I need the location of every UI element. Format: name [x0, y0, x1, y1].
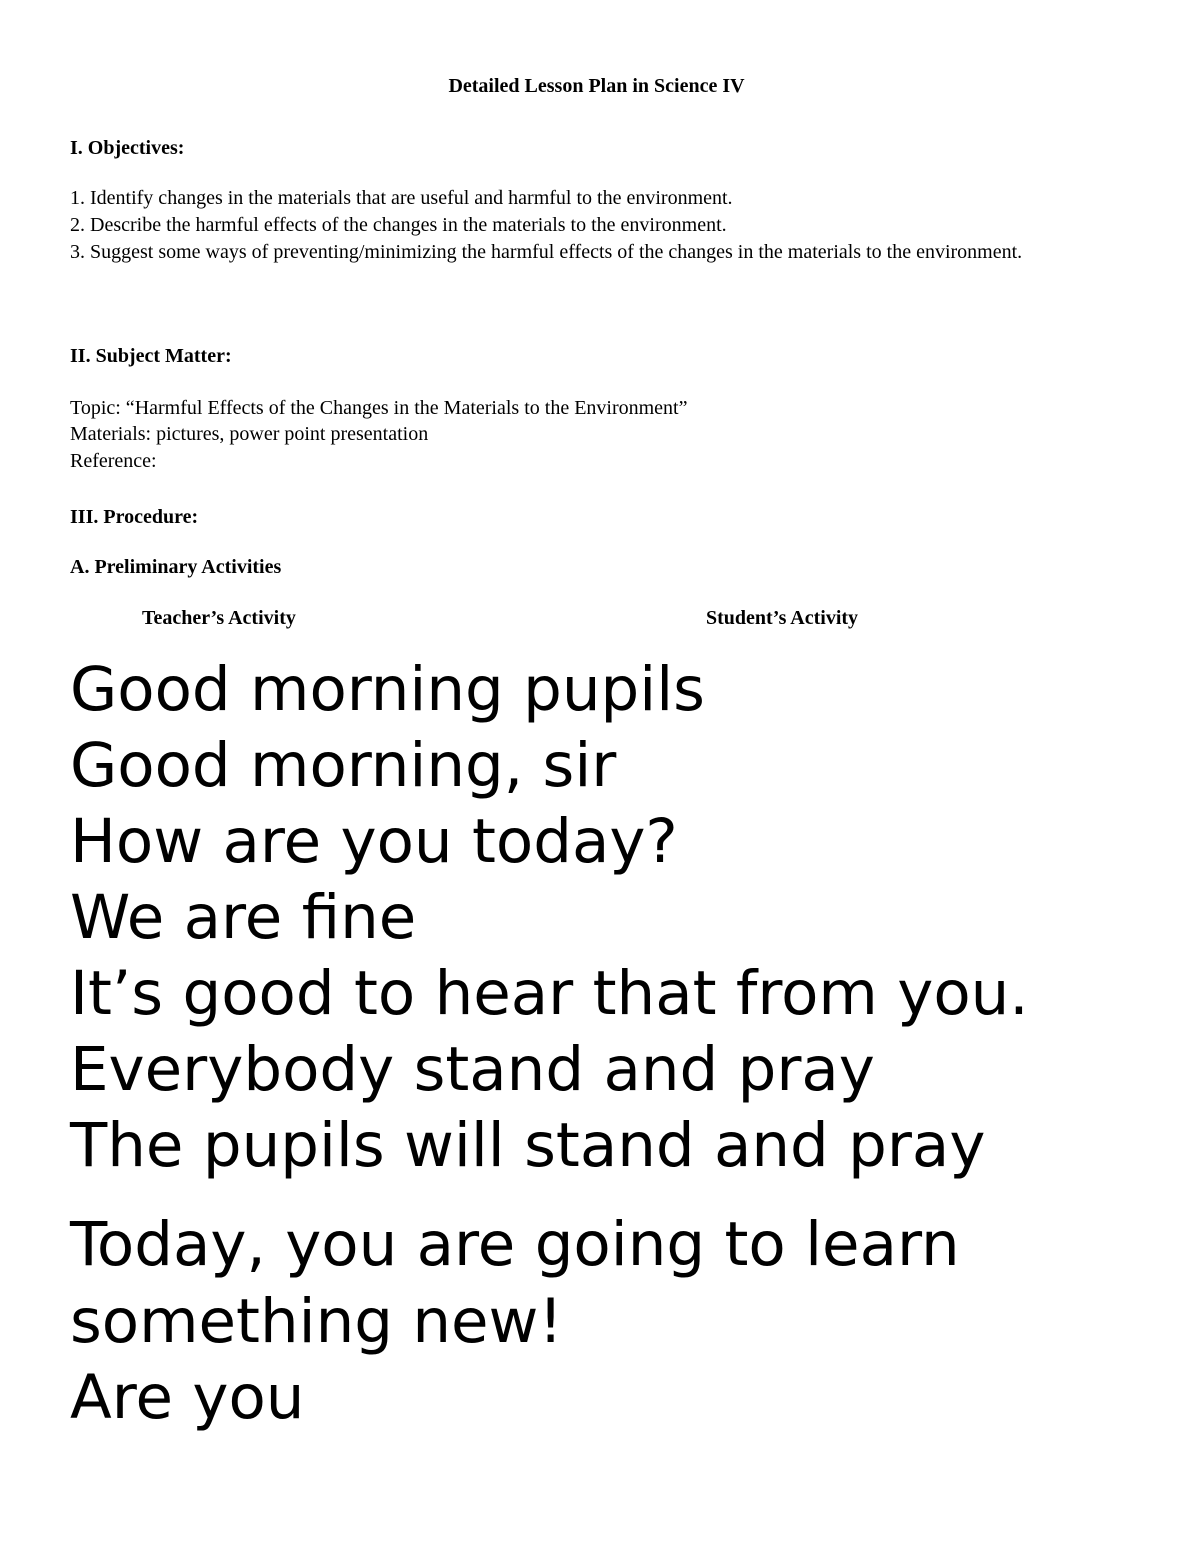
objectives-list: [70, 185, 1140, 266]
closing-line: Today, you are going to learn: [70, 1209, 960, 1280]
objectives-heading: I. Objectives:: [70, 137, 185, 159]
topic-line: Topic: “Harmful Effects of the Changes in the Materials to the Environment”: [70, 397, 688, 419]
dialogue-line: It’s good to hear that from you.: [70, 958, 1029, 1029]
dialogue-line: Everybody stand and pray: [70, 1034, 875, 1105]
teacher-activity-column-header: Teacher’s Activity: [142, 607, 296, 629]
reference-line: Reference:: [70, 450, 157, 472]
closing-line: Are you: [70, 1362, 305, 1433]
dialogue-line: Good morning, sir: [70, 730, 617, 801]
dialogue-line: Good morning pupils: [70, 654, 705, 725]
document-title: Detailed Lesson Plan in Science IV: [448, 75, 745, 97]
objective-item: 3. Suggest some ways of preventing/minimizing the harmful effects of the changes in the materials to the environment.: [70, 241, 1023, 263]
student-activity-column-header: Student’s Activity: [706, 607, 859, 629]
objective-item: 2. Describe the harmful effects of the changes in the materials to the environment.: [70, 214, 727, 236]
procedure-heading: III. Procedure:: [70, 506, 199, 528]
subject-matter-heading: II. Subject Matter:: [70, 345, 232, 367]
dialogue-line: How are you today?: [70, 806, 678, 877]
dialogue-line: The pupils will stand and pray: [70, 1110, 986, 1181]
objective-item: 1. Identify changes in the materials that are useful and harmful to the environment.: [70, 187, 733, 209]
preliminary-activities-heading: A. Preliminary Activities: [70, 556, 282, 578]
materials-line: Materials: pictures, power point presentation: [70, 423, 429, 445]
closing-line: something new!: [70, 1286, 563, 1357]
dialogue-line: We are fine: [70, 882, 417, 953]
